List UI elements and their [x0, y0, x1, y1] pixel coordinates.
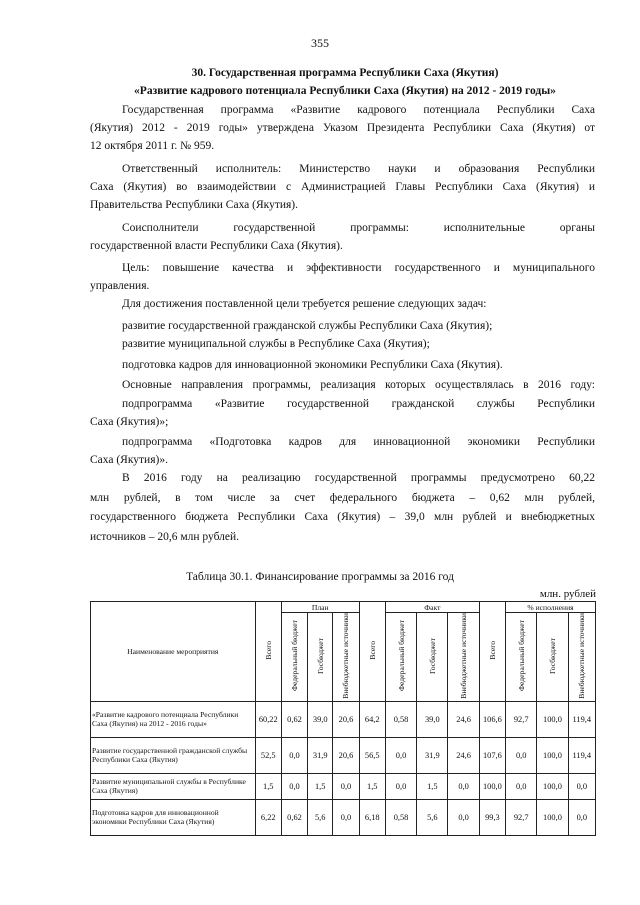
paragraph-directions: Основные направления программы, реализация которых осуществлялась в 2016 году: — [122, 379, 595, 391]
header-percent-extra: Внебюджетные источники — [568, 613, 595, 702]
cell-value: 20,6 — [333, 737, 359, 773]
paragraph-funding-end: источников – 20,6 млн рублей. — [90, 531, 240, 543]
header-fact-extra: Внебюджетные источники — [448, 613, 479, 702]
paragraph-executor-cont: Саха (Якутия) во взаимодействии с Администрацией Главы Республики Саха (Якутия) и — [90, 181, 595, 193]
header-plan-total: Всего — [255, 602, 281, 702]
cell-value: 0,0 — [506, 737, 537, 773]
cell-value: 106,6 — [479, 701, 505, 737]
paragraph-funding-cont: млн рублей, в том числе за счет федерального бюджета – 0,62 млн рублей, — [90, 492, 595, 504]
table-unit: млн. рублей — [539, 588, 596, 600]
task-item: подготовка кадров для инновационной экономики Республики Саха (Якутия). — [122, 359, 503, 371]
cell-value: 6,22 — [255, 799, 281, 835]
table-row — [91, 773, 596, 799]
cell-value: 1,5 — [308, 773, 333, 799]
cell-value: 0,0 — [506, 773, 537, 799]
cell-value: 5,6 — [417, 799, 448, 835]
header-fact-state: Госбюджет — [417, 613, 448, 702]
cell-value: 0,0 — [281, 773, 307, 799]
header-percent-total: Всего — [479, 602, 505, 702]
table-row — [91, 799, 596, 835]
cell-value: 31,9 — [308, 737, 333, 773]
cell-value: 0,0 — [448, 773, 479, 799]
cell-value: 0,0 — [385, 737, 416, 773]
cell-value: 39,0 — [417, 701, 448, 737]
cell-value: 119,4 — [568, 701, 595, 737]
row-name: «Развитие кадрового потенциала Республики Саха (Якутия) на 2012 - 2016 годы» — [91, 701, 256, 737]
cell-value: 99,3 — [479, 799, 505, 835]
cell-value: 24,6 — [448, 701, 479, 737]
header-plan-state: Госбюджет — [308, 613, 333, 702]
paragraph-goal-end: управления. — [90, 280, 150, 292]
header-fact: Факт — [385, 602, 479, 613]
row-name: Развитие муниципальной службы в Республике Саха (Якутия) — [91, 773, 256, 799]
cell-value: 0,0 — [448, 799, 479, 835]
header-plan-extra: Внебюджетные источники — [333, 613, 359, 702]
header-percent-federal: Федеральный бюджет — [506, 613, 537, 702]
cell-value: 0,0 — [333, 773, 359, 799]
program-title: 30. Государственная программа Республики Саха (Якутия) — [191, 67, 499, 79]
cell-value: 1,5 — [359, 773, 385, 799]
cell-value: 0,58 — [385, 701, 416, 737]
financing-table — [90, 601, 596, 836]
cell-value: 0,0 — [568, 799, 595, 835]
cell-value: 100,0 — [537, 737, 568, 773]
header-percent: % исполнения — [506, 602, 596, 613]
subprogram-item-cont: Саха (Якутия)»; — [90, 416, 169, 428]
header-fact-federal: Федеральный бюджет — [385, 613, 416, 702]
cell-value: 0,0 — [385, 773, 416, 799]
cell-value: 100,0 — [537, 799, 568, 835]
cell-value: 92,7 — [506, 701, 537, 737]
paragraph-funding: В 2016 году на реализацию государственной программы предусмотрено 60,22 — [122, 472, 595, 484]
cell-value: 100,0 — [479, 773, 505, 799]
cell-value: 56,5 — [359, 737, 385, 773]
cell-value: 60,22 — [255, 701, 281, 737]
cell-value: 0,0 — [333, 799, 359, 835]
header-plan: План — [281, 602, 359, 613]
table-row — [91, 701, 596, 737]
cell-value: 100,0 — [537, 773, 568, 799]
cell-value: 6,18 — [359, 799, 385, 835]
subprogram-item-cont: Саха (Якутия)». — [90, 454, 168, 466]
task-item: развитие муниципальной службы в Республике Саха (Якутия); — [122, 338, 430, 350]
cell-value: 119,4 — [568, 737, 595, 773]
cell-value: 0,0 — [568, 773, 595, 799]
paragraph-executor-end: Правительства Республики Саха (Якутия). — [90, 199, 299, 211]
cell-value: 52,5 — [255, 737, 281, 773]
header-fact-total: Всего — [359, 602, 385, 702]
table-caption: Таблица 30.1. Финансирование программы за 2016 год — [186, 571, 454, 583]
header-plan-federal: Федеральный бюджет — [281, 613, 307, 702]
task-item: развитие государственной гражданской службы Республики Саха (Якутия); — [122, 320, 493, 332]
cell-value: 64,2 — [359, 701, 385, 737]
cell-value: 20,6 — [333, 701, 359, 737]
cell-value: 92,7 — [506, 799, 537, 835]
row-name: Подготовка кадров для инновационной экономики Республики Саха (Якутия) — [91, 799, 256, 835]
cell-value: 0,58 — [385, 799, 416, 835]
cell-value: 5,6 — [308, 799, 333, 835]
paragraph-approval: Государственная программа «Развитие кадрового потенциала Республики Саха — [122, 104, 595, 116]
subprogram-item: подпрограмма «Подготовка кадров для инновационной экономики Республики — [122, 436, 595, 448]
paragraph-goal: Цель: повышение качества и эффективности государственного и муниципального — [122, 262, 595, 274]
program-subtitle: «Развитие кадрового потенциала Республики Саха (Якутия) на 2012 - 2019 годы» — [134, 85, 556, 97]
paragraph-approval-end: 12 октября 2011 г. № 959. — [90, 140, 215, 152]
cell-value: 0,0 — [281, 737, 307, 773]
cell-value: 100,0 — [537, 701, 568, 737]
cell-value: 107,6 — [479, 737, 505, 773]
paragraph-tasks-intro: Для достижения поставленной цели требуется решение следующих задач: — [122, 298, 487, 310]
cell-value: 24,6 — [448, 737, 479, 773]
table-row — [91, 737, 596, 773]
cell-value: 31,9 — [417, 737, 448, 773]
subprogram-item: подпрограмма «Развитие государственной гражданской службы Республики — [122, 398, 595, 410]
cell-value: 1,5 — [255, 773, 281, 799]
row-name: Развитие государственной гражданской службы Республики Саха (Якутия) — [91, 737, 256, 773]
paragraph-funding-cont: государственного бюджета Республики Саха (Якутия) – 39,0 млн рублей и внебюджетных — [90, 511, 595, 523]
cell-value: 1,5 — [417, 773, 448, 799]
paragraph-executor: Ответственный исполнитель: Министерство науки и образования Республики — [122, 163, 595, 175]
paragraph-approval-cont: (Якутия) 2012 - 2019 годы» утверждена Указом Президента Республики Саха (Якутия) от — [90, 122, 595, 134]
cell-value: 0,62 — [281, 701, 307, 737]
cell-value: 0,62 — [281, 799, 307, 835]
cell-value: 39,0 — [308, 701, 333, 737]
header-percent-state: Госбюджет — [537, 613, 568, 702]
paragraph-coexecutors-end: государственной власти Республики Саха (Якутия). — [90, 240, 343, 252]
header-name: Наименование мероприятия — [91, 602, 256, 702]
paragraph-coexecutors: Соисполнители государственной программы: исполнительные органы — [122, 222, 595, 234]
page-number: 355 — [311, 36, 329, 50]
